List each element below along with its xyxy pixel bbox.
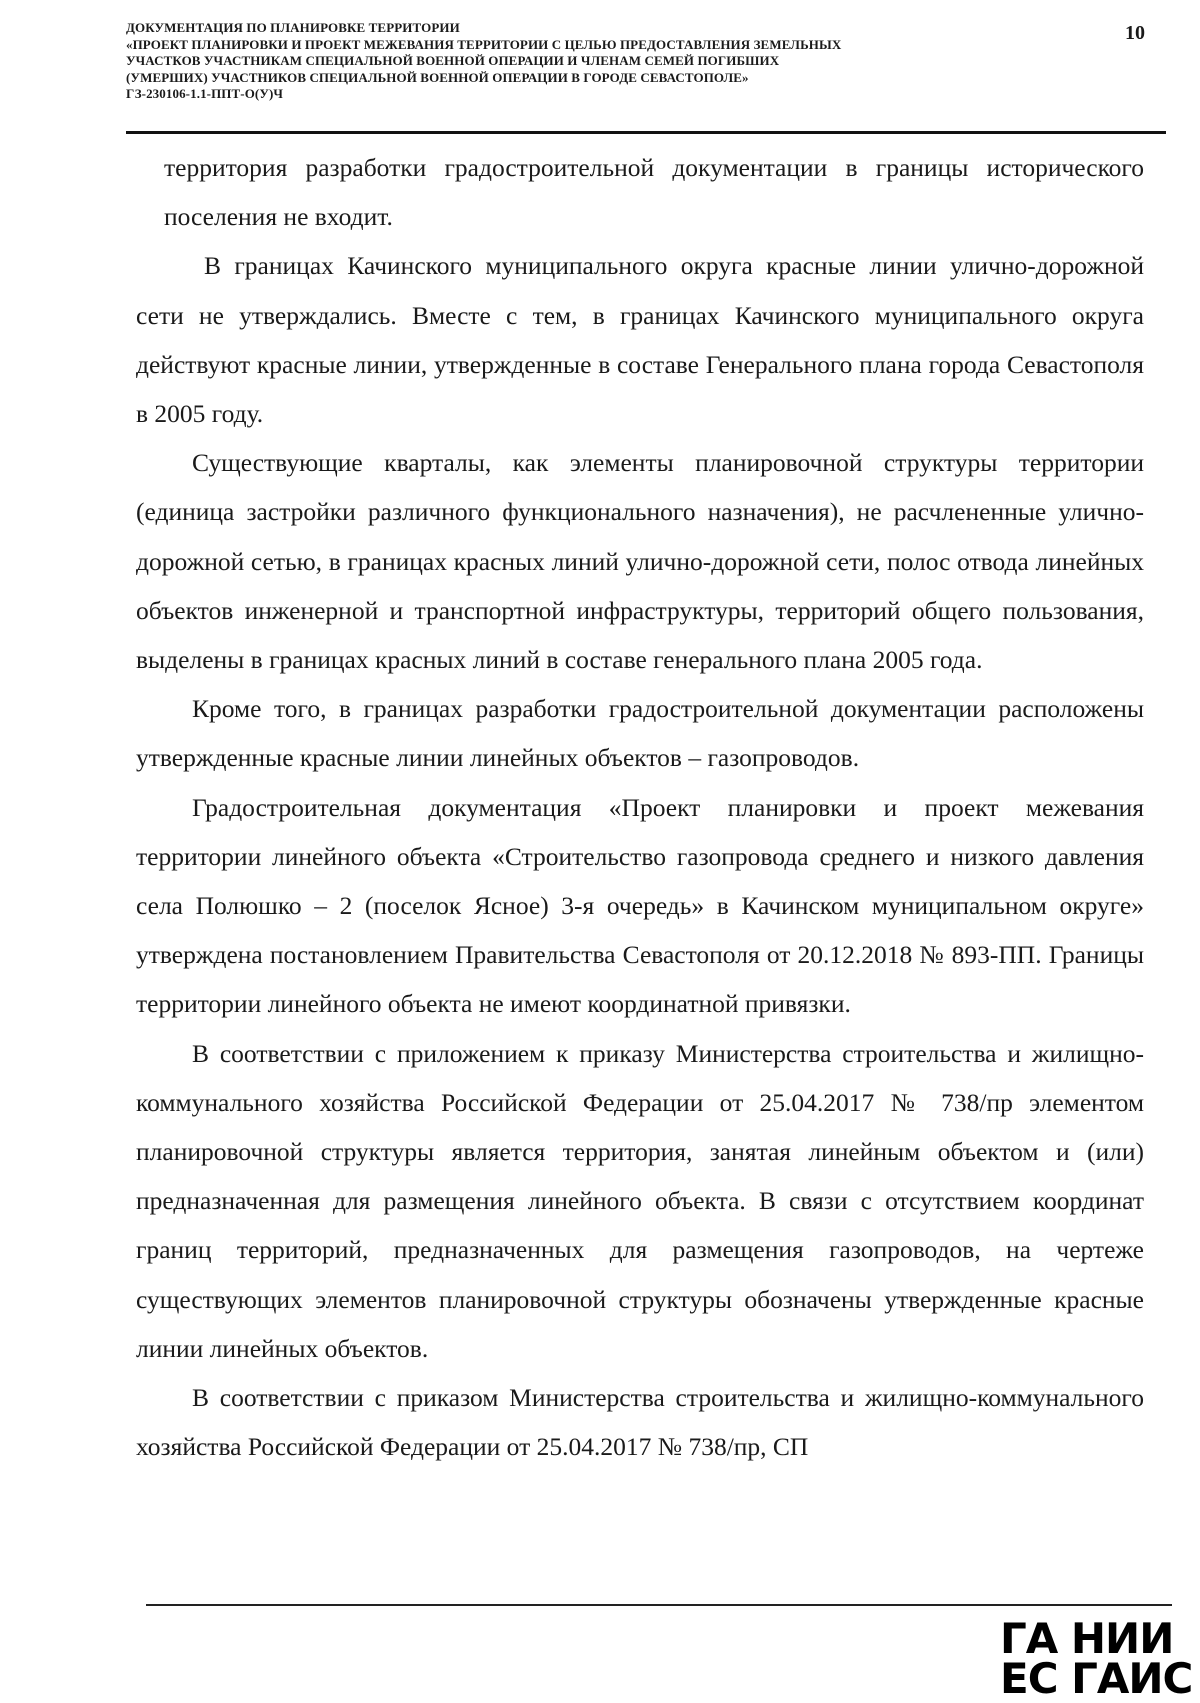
paragraph-6: В соответствии с приложением к приказу Министерства строительства и жилищно-коммунального хозяйства Российской Федерации от 25.04.2017 № 738/пр элементом планировочной структуры является территория, занятая линейным объектом и (или) предназначенная для размещения линейного объекта. В связи с отсутствием координат границ территорий, предназначенных для размещения газопроводов, на чертеже существующих элементов планировочной структуры обозначены утвержденные красные линии линейных объектов.	[136, 1038, 1144, 1363]
paragraph-7: В соответствии с приказом Министерства строительства и жилищно-коммунального хозяйства Российской Федерации от 25.04.2017 № 738/пр, СП	[136, 1383, 1144, 1462]
paragraph-4: Кроме того, в границах разработки градостроительной документации расположены утвержденные красные линии линейных объектов – газопроводов.	[136, 694, 1144, 773]
document-body	[136, 143, 1144, 1471]
document-header	[126, 20, 1126, 103]
paragraph-5: Градостроительная документация «Проект планировки и проект межевания территории линейного объекта «Строительство газопровода среднего и низкого давления села Полюшко – 2 (поселок Ясное) 3-я очередь» в Качинском муниципальном округе» утверждена постановлением Правительства Севастополя от 20.12.2018 № 893-ПП. Границы территории линейного объекта не имеют координатной привязки.	[136, 792, 1144, 1019]
logo-line-1: ГА НИИ	[1000, 1614, 1174, 1663]
footer-divider	[146, 1604, 1172, 1606]
document-code: ГЗ-230106-1.1-ППТ-О(У)Ч	[126, 86, 284, 101]
header-line-1: ДОКУМЕНТАЦИЯ ПО ПЛАНИРОВКЕ ТЕРРИТОРИИ	[126, 20, 460, 35]
header-divider	[126, 131, 1166, 134]
header-line-2: «ПРОЕКТ ПЛАНИРОВКИ И ПРОЕКТ МЕЖЕВАНИЯ ТЕРРИТОРИИ С ЦЕЛЬЮ ПРЕДОСТАВЛЕНИЯ ЗЕМЕЛЬНЫХ	[126, 36, 842, 52]
paragraph-1: территория разработки градостроительной документации в границы исторического поселения не входит.	[164, 153, 1144, 232]
organization-logo	[1000, 1614, 1193, 1703]
header-line-4: (УМЕРШИХ) УЧАСТНИКОВ СПЕЦИАЛЬНОЙ ВОЕННОЙ ОПЕРАЦИИ В ГОРОДЕ СЕВАСТОПОЛЕ»	[126, 69, 749, 85]
header-line-3: УЧАСТКОВ УЧАСТНИКАМ СПЕЦИАЛЬНОЙ ВОЕННОЙ ОПЕРАЦИИ И ЧЛЕНАМ СЕМЕЙ ПОГИБШИХ	[126, 53, 780, 68]
paragraph-3: Существующие кварталы, как элементы планировочной структуры территории (единица застройки различного функционального назначения), не расчлененные улично-дорожной сетью, в границах красных линий улично-дорожной сети, полос отвода линейных объектов инженерной и транспортной инфраструктуры, территорий общего пользования, выделены в границах красных линий в составе генерального плана 2005 года.	[136, 448, 1144, 675]
page-number: 10	[1125, 22, 1145, 44]
paragraph-2: В границах Качинского муниципального округа красные линии улично-дорожной сети не утверждались. Вместе с тем, в границах Качинского муниципального округа действуют красные линии, утвержденные в составе Генерального плана города Севастополя в 2005 году.	[136, 251, 1144, 429]
logo-line-2: ЕС ГАИС	[1000, 1654, 1193, 1703]
